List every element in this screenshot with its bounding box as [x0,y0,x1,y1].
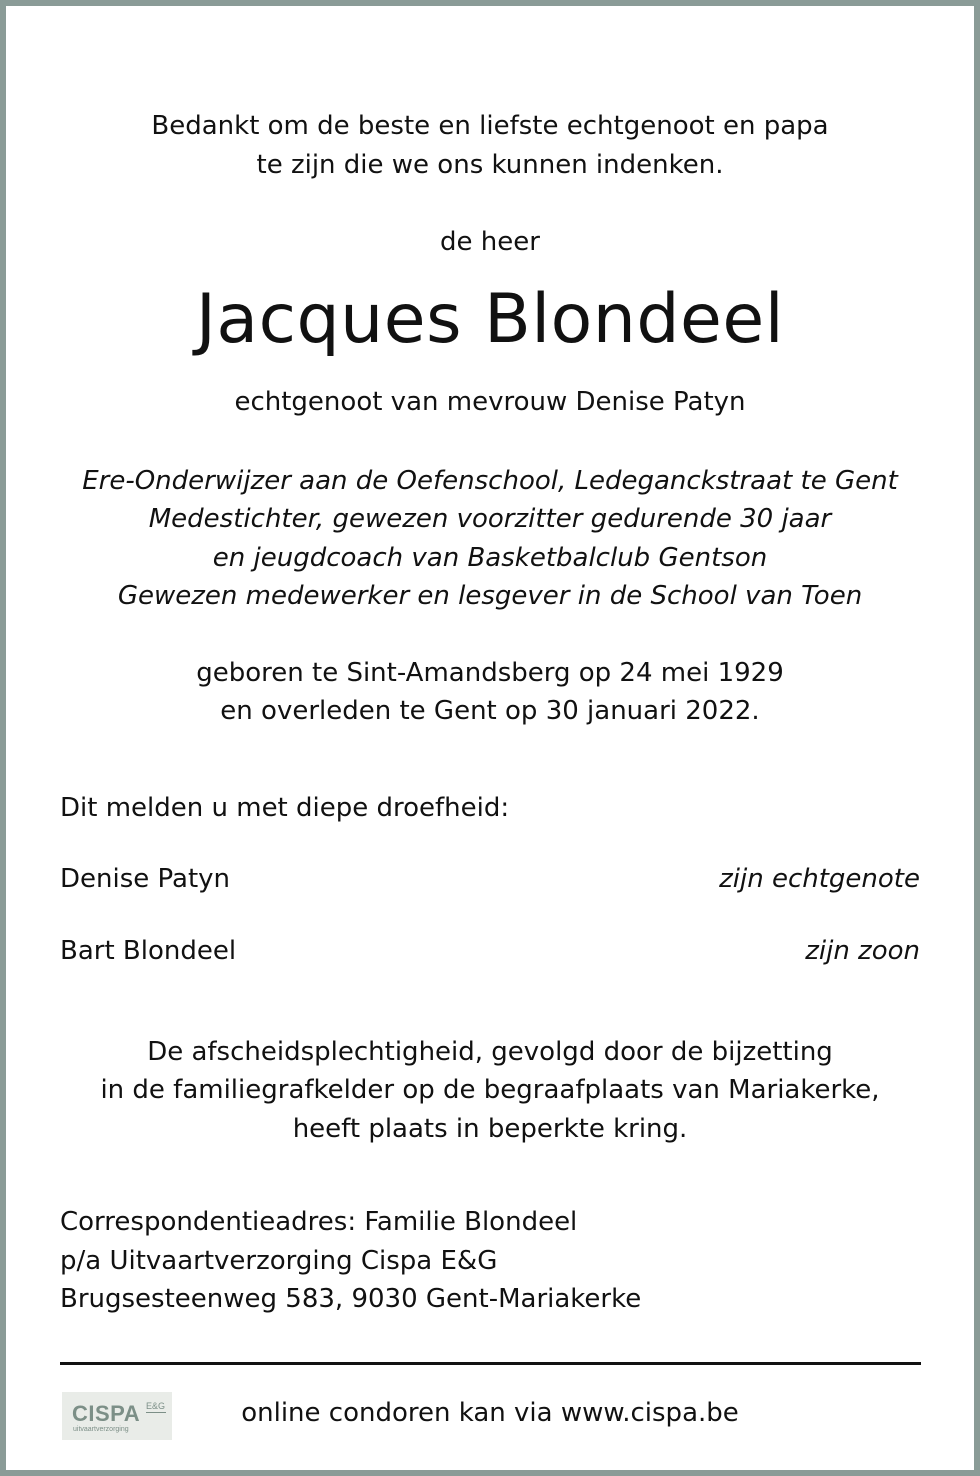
address-line: p/a Uitvaartverzorging Cispa E&G [60,1246,498,1276]
role-line: Gewezen medewerker en lesgever in de School van Toen [117,581,863,611]
family-member-relation: zijn echtgenote [719,864,920,894]
online-condolence-link[interactable]: online condoren kan via www.cispa.be [241,1398,739,1428]
logo-subtitle: uitvaartverzorging [73,1426,129,1433]
logo-rule [146,1412,166,1413]
intro-line-2: te zijn die we ons kunnen indenken. [256,150,724,180]
cispa-logo [62,1392,172,1440]
intro-line-1: Bedankt om de beste en liefste echtgenoot en papa [151,111,829,141]
announcement: Dit melden u met diepe droefheid: [60,793,510,823]
role-line: Ere-Onderwijzer aan de Oefenschool, Ledeganckstraat te Gent [82,466,898,496]
family-member-relation: zijn zoon [805,936,920,966]
address-line: Brugsesteenweg 583, 9030 Gent-Mariakerke [60,1284,642,1314]
ceremony-line: heeft plaats in beperkte kring. [292,1114,688,1144]
spouse-line: echtgenoot van mevrouw Denise Patyn [234,387,746,417]
honorific: de heer [440,227,540,257]
deceased-name: Jacques Blondeel [195,280,785,359]
role-line: en jeugdcoach van Basketbalclub Gentson [212,543,768,573]
death-line: en overleden te Gent op 30 januari 2022. [220,696,760,726]
role-line: Medestichter, gewezen voorzitter gedurende 30 jaar [148,504,832,534]
logo-wordmark: CISPA [72,1401,141,1426]
family-member-name: Denise Patyn [60,864,231,894]
divider [60,1362,921,1365]
birth-line: geboren te Sint-Amandsberg op 24 mei 1929 [196,658,784,688]
ceremony-line: De afscheidsplechtigheid, gevolgd door de bijzetting [147,1037,833,1067]
address-line: Correspondentieadres: Familie Blondeel [60,1207,578,1237]
family-member-name: Bart Blondeel [60,936,237,966]
ceremony-line: in de familiegrafkelder op de begraafplaats van Mariakerke, [100,1075,880,1105]
logo-superscript: E&G [146,1401,166,1411]
